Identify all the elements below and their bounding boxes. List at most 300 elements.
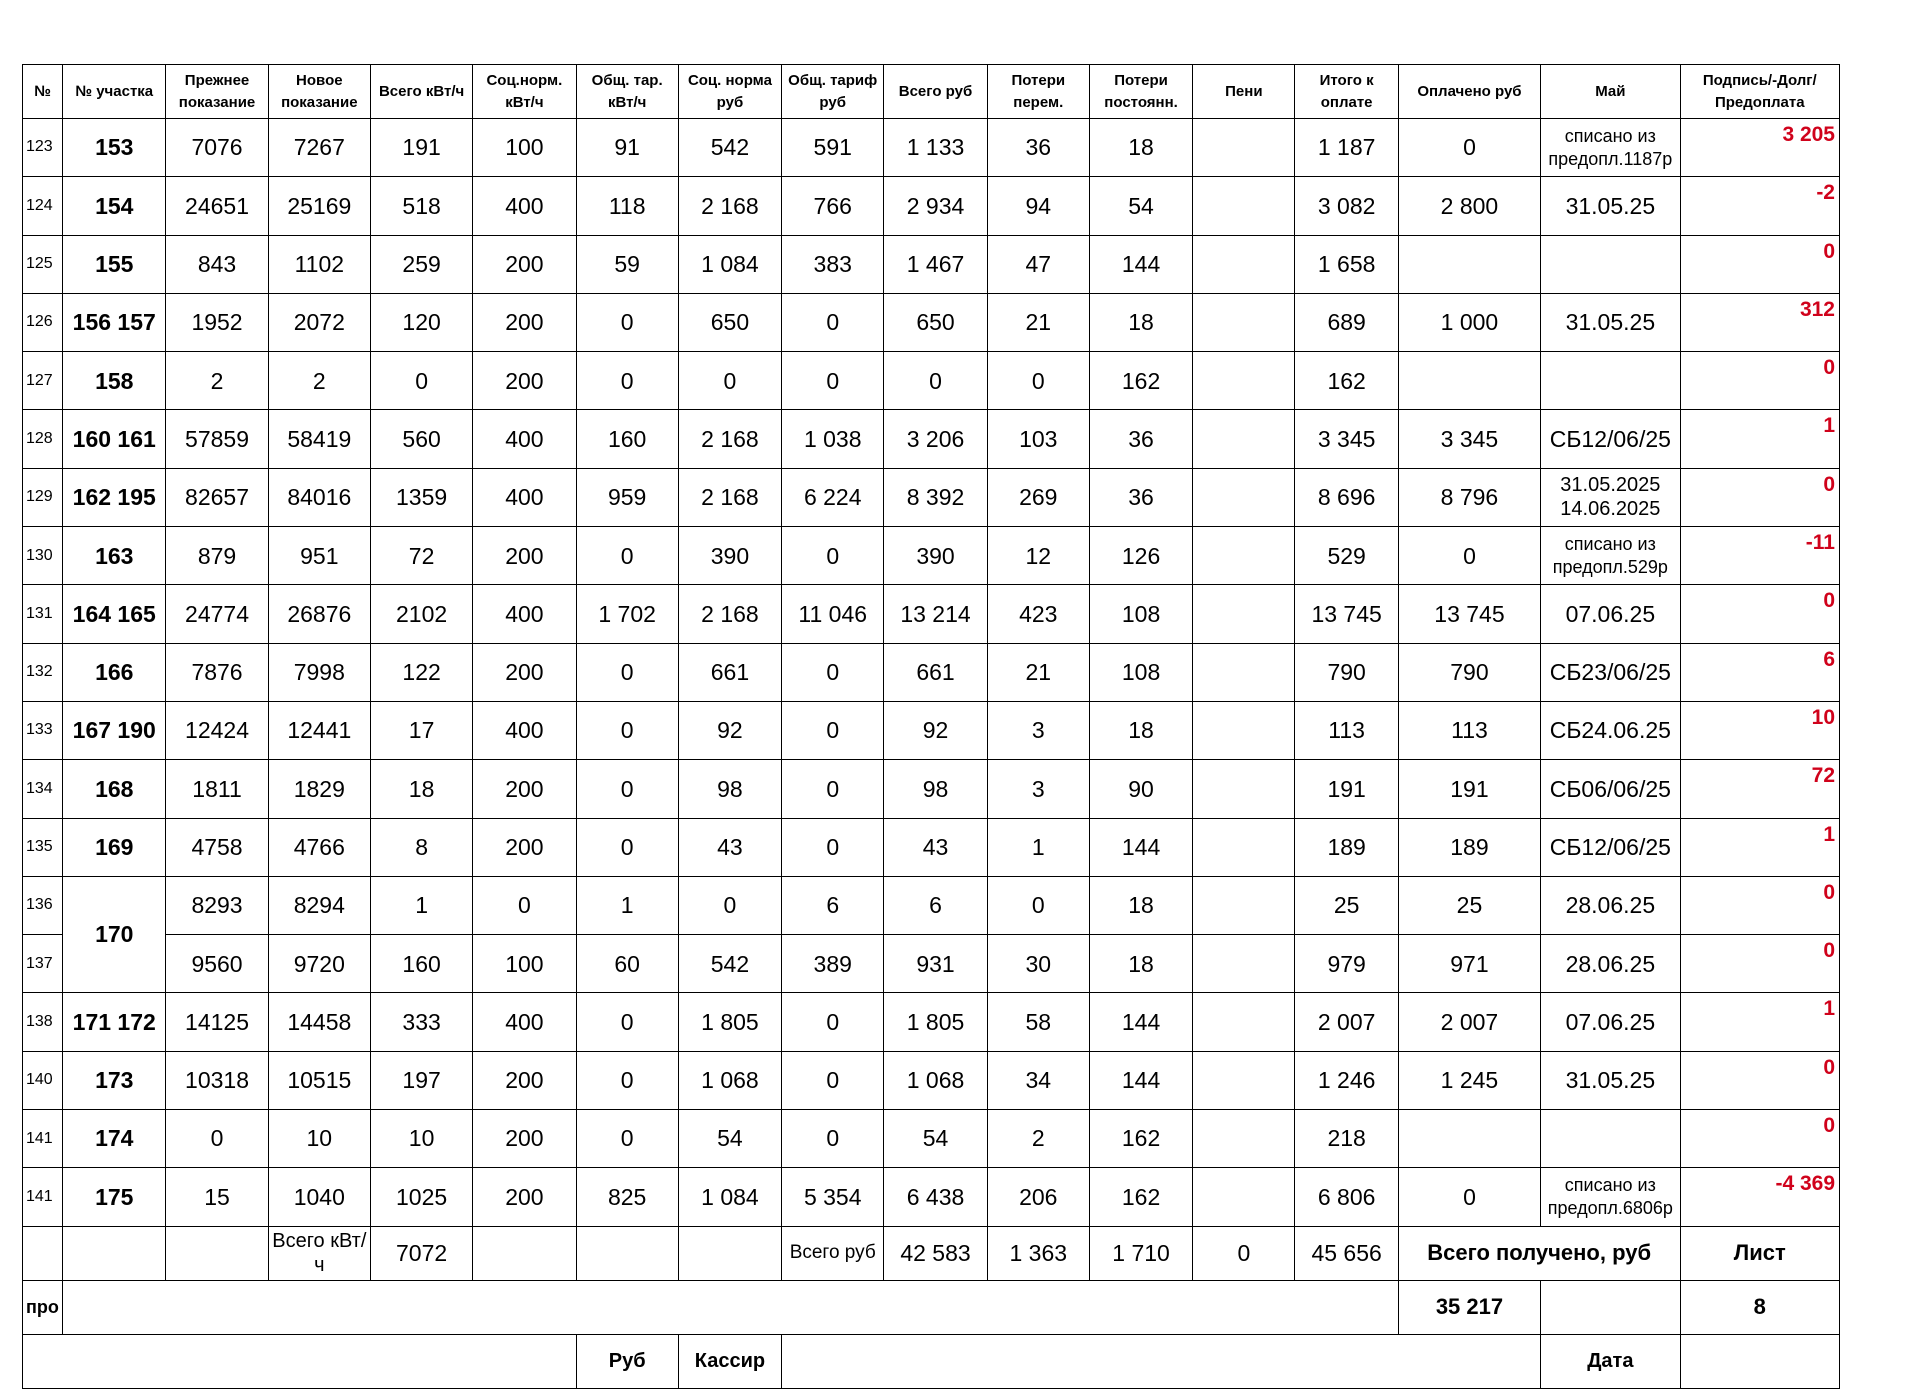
- row-number: 130: [23, 527, 63, 585]
- new-reading: 84016: [268, 468, 370, 526]
- total-rub: 1 805: [884, 993, 987, 1051]
- new-reading: 7998: [268, 643, 370, 701]
- penalty: [1193, 527, 1295, 585]
- penalty: [1193, 1110, 1295, 1168]
- amount-paid: 189: [1398, 818, 1540, 876]
- penalty: [1193, 876, 1295, 934]
- row-number: 132: [23, 643, 63, 701]
- social-norm-kwh: 200: [473, 760, 576, 818]
- row-number: 134: [23, 760, 63, 818]
- totals-cell: [23, 1226, 63, 1280]
- losses-variable: 103: [987, 410, 1089, 468]
- general-tariff-kwh: 0: [576, 701, 678, 759]
- total-kwh: 1025: [370, 1168, 472, 1226]
- social-norm-rub: 542: [678, 935, 781, 993]
- general-tariff-rub: 5 354: [782, 1168, 884, 1226]
- balance: 0: [1680, 352, 1839, 410]
- social-norm-rub: 1 084: [678, 235, 781, 293]
- amount-paid: 25: [1398, 876, 1540, 934]
- balance: 0: [1680, 1051, 1839, 1109]
- general-tariff-rub: 389: [782, 935, 884, 993]
- total-kwh: 1359: [370, 468, 472, 526]
- table-row: [23, 993, 1840, 1051]
- prev-reading: 82657: [166, 468, 268, 526]
- balance: 0: [1680, 876, 1839, 934]
- penalty: [1193, 177, 1295, 235]
- prev-reading: 0: [166, 1110, 268, 1168]
- header-cell: Общ. тар. кВт/ч: [576, 65, 678, 119]
- may-payment-note: СБ24.06.25: [1541, 701, 1680, 759]
- may-payment-note: [1541, 352, 1680, 410]
- may-payment-note: 07.06.25: [1541, 585, 1680, 643]
- prev-reading: 4758: [166, 818, 268, 876]
- losses-variable: 269: [987, 468, 1089, 526]
- payments-table: [22, 64, 1840, 1389]
- row-number: 123: [23, 119, 63, 177]
- general-tariff-rub: 0: [782, 643, 884, 701]
- plot-number: 169: [63, 818, 166, 876]
- amount-paid: 3 345: [1398, 410, 1540, 468]
- general-tariff-rub: 0: [782, 352, 884, 410]
- plot-number: 174: [63, 1110, 166, 1168]
- may-payment-note: 07.06.25: [1541, 993, 1680, 1051]
- header-cell: Всего руб: [884, 65, 987, 119]
- amount-paid: 2 007: [1398, 993, 1540, 1051]
- header-cell: Всего кВт/ч: [370, 65, 472, 119]
- header-cell: Общ. тариф руб: [782, 65, 884, 119]
- new-reading: 1829: [268, 760, 370, 818]
- prev-reading: 2: [166, 352, 268, 410]
- losses-variable: 30: [987, 935, 1089, 993]
- table-row: [23, 935, 1840, 993]
- header-cell: Потери перем.: [987, 65, 1089, 119]
- table-row: [23, 527, 1840, 585]
- social-norm-kwh: 200: [473, 1051, 576, 1109]
- totals-kwh-label: Всего кВт/ч: [268, 1226, 370, 1280]
- may-payment-note: 31.05.25: [1541, 293, 1680, 351]
- total-rub: 43: [884, 818, 987, 876]
- totals-due: 45 656: [1295, 1226, 1398, 1280]
- general-tariff-rub: 0: [782, 1110, 884, 1168]
- amount-due: 1 658: [1295, 235, 1398, 293]
- social-norm-rub: 1 084: [678, 1168, 781, 1226]
- total-kwh: 333: [370, 993, 472, 1051]
- totals-row: [23, 1226, 1840, 1280]
- general-tariff-kwh: 1: [576, 876, 678, 934]
- losses-variable: 0: [987, 352, 1089, 410]
- row-number: 137: [23, 935, 63, 993]
- penalty: [1193, 1168, 1295, 1226]
- balance: 72: [1680, 760, 1839, 818]
- social-norm-kwh: 100: [473, 119, 576, 177]
- losses-variable: 58: [987, 993, 1089, 1051]
- amount-paid: [1398, 1110, 1540, 1168]
- penalty: [1193, 468, 1295, 526]
- social-norm-kwh: 200: [473, 235, 576, 293]
- balance: 0: [1680, 235, 1839, 293]
- amount-paid: [1398, 235, 1540, 293]
- amount-due: 689: [1295, 293, 1398, 351]
- total-rub: 0: [884, 352, 987, 410]
- totals-cell: [473, 1226, 576, 1280]
- social-norm-kwh: 200: [473, 1110, 576, 1168]
- amount-paid: 2 800: [1398, 177, 1540, 235]
- plot-number: 171 172: [63, 993, 166, 1051]
- amount-paid: 0: [1398, 1168, 1540, 1226]
- losses-variable: 47: [987, 235, 1089, 293]
- amount-due: 790: [1295, 643, 1398, 701]
- social-norm-kwh: 200: [473, 352, 576, 410]
- amount-paid: [1398, 352, 1540, 410]
- new-reading: 10515: [268, 1051, 370, 1109]
- total-kwh: 1: [370, 876, 472, 934]
- totals-penalty: 0: [1193, 1226, 1295, 1280]
- may-payment-note: списано из предопл.6806р: [1541, 1168, 1680, 1226]
- amount-paid: 191: [1398, 760, 1540, 818]
- total-rub: 661: [884, 643, 987, 701]
- header-cell: №: [23, 65, 63, 119]
- amount-due: 189: [1295, 818, 1398, 876]
- penalty: [1193, 993, 1295, 1051]
- prev-reading: 57859: [166, 410, 268, 468]
- social-norm-kwh: 200: [473, 1168, 576, 1226]
- social-norm-rub: 2 168: [678, 585, 781, 643]
- prev-reading: 24774: [166, 585, 268, 643]
- losses-variable: 21: [987, 293, 1089, 351]
- total-rub: 92: [884, 701, 987, 759]
- prev-reading: 843: [166, 235, 268, 293]
- general-tariff-rub: 766: [782, 177, 884, 235]
- general-tariff-rub: 0: [782, 760, 884, 818]
- social-norm-rub: 2 168: [678, 177, 781, 235]
- amount-due: 979: [1295, 935, 1398, 993]
- social-norm-kwh: 400: [473, 701, 576, 759]
- summary-blank: [1541, 1280, 1680, 1334]
- footer-blank: [23, 1334, 577, 1388]
- general-tariff-kwh: 160: [576, 410, 678, 468]
- footer-row: [23, 1334, 1840, 1388]
- header-cell: Соц.норм. кВт/ч: [473, 65, 576, 119]
- header-cell: Итого к оплате: [1295, 65, 1398, 119]
- header-cell: Новое показание: [268, 65, 370, 119]
- balance: 1: [1680, 410, 1839, 468]
- social-norm-rub: 0: [678, 352, 781, 410]
- social-norm-kwh: 100: [473, 935, 576, 993]
- plot-number: 162 195: [63, 468, 166, 526]
- table-row: [23, 585, 1840, 643]
- prev-reading: 14125: [166, 993, 268, 1051]
- new-reading: 951: [268, 527, 370, 585]
- row-number: 136: [23, 876, 63, 934]
- table-row: [23, 818, 1840, 876]
- may-payment-note: СБ23/06/25: [1541, 643, 1680, 701]
- social-norm-rub: 661: [678, 643, 781, 701]
- total-rub: 1 467: [884, 235, 987, 293]
- amount-due: 113: [1295, 701, 1398, 759]
- penalty: [1193, 119, 1295, 177]
- may-payment-note: списано из предопл.1187р: [1541, 119, 1680, 177]
- totals-cell: [63, 1226, 166, 1280]
- footer-rub-label: Руб: [576, 1334, 678, 1388]
- prev-reading: 12424: [166, 701, 268, 759]
- general-tariff-kwh: 0: [576, 352, 678, 410]
- total-kwh: 259: [370, 235, 472, 293]
- losses-constant: 18: [1089, 119, 1192, 177]
- new-reading: 25169: [268, 177, 370, 235]
- general-tariff-rub: 383: [782, 235, 884, 293]
- total-rub: 6: [884, 876, 987, 934]
- social-norm-kwh: 200: [473, 643, 576, 701]
- row-number: 126: [23, 293, 63, 351]
- balance: 3 205: [1680, 119, 1839, 177]
- table-row: [23, 119, 1840, 177]
- total-rub: 2 934: [884, 177, 987, 235]
- plot-number: 160 161: [63, 410, 166, 468]
- plot-number: 158: [63, 352, 166, 410]
- prev-reading: 1952: [166, 293, 268, 351]
- losses-constant: 36: [1089, 468, 1192, 526]
- balance: -11: [1680, 527, 1839, 585]
- header-cell: Оплачено руб: [1398, 65, 1540, 119]
- amount-paid: 0: [1398, 527, 1540, 585]
- balance: -4 369: [1680, 1168, 1839, 1226]
- general-tariff-kwh: 0: [576, 818, 678, 876]
- total-kwh: 120: [370, 293, 472, 351]
- may-payment-note: 31.05.25: [1541, 177, 1680, 235]
- losses-variable: 0: [987, 876, 1089, 934]
- social-norm-rub: 542: [678, 119, 781, 177]
- balance: 0: [1680, 468, 1839, 526]
- general-tariff-rub: 1 038: [782, 410, 884, 468]
- social-norm-rub: 98: [678, 760, 781, 818]
- losses-constant: 108: [1089, 643, 1192, 701]
- amount-due: 25: [1295, 876, 1398, 934]
- penalty: [1193, 701, 1295, 759]
- table-row: [23, 643, 1840, 701]
- general-tariff-rub: 0: [782, 993, 884, 1051]
- amount-due: 218: [1295, 1110, 1398, 1168]
- total-kwh: 122: [370, 643, 472, 701]
- social-norm-rub: 2 168: [678, 468, 781, 526]
- amount-paid: 1 000: [1398, 293, 1540, 351]
- table-row: [23, 235, 1840, 293]
- penalty: [1193, 1051, 1295, 1109]
- general-tariff-kwh: 0: [576, 293, 678, 351]
- total-kwh: 2102: [370, 585, 472, 643]
- table-row: [23, 1168, 1840, 1226]
- row-number: 128: [23, 410, 63, 468]
- table-row: [23, 1051, 1840, 1109]
- prev-reading: 879: [166, 527, 268, 585]
- table-row: [23, 352, 1840, 410]
- losses-constant: 18: [1089, 935, 1192, 993]
- new-reading: 10: [268, 1110, 370, 1168]
- header-cell: Май: [1541, 65, 1680, 119]
- balance: 0: [1680, 935, 1839, 993]
- losses-variable: 2: [987, 1110, 1089, 1168]
- row-number: 133: [23, 701, 63, 759]
- penalty: [1193, 235, 1295, 293]
- totals-cell: [678, 1226, 781, 1280]
- losses-constant: 162: [1089, 352, 1192, 410]
- losses-variable: 94: [987, 177, 1089, 235]
- row-number: 131: [23, 585, 63, 643]
- social-norm-kwh: 400: [473, 177, 576, 235]
- amount-paid: 13 745: [1398, 585, 1540, 643]
- amount-due: 3 345: [1295, 410, 1398, 468]
- total-rub: 6 438: [884, 1168, 987, 1226]
- prev-reading: 24651: [166, 177, 268, 235]
- total-rub: 390: [884, 527, 987, 585]
- amount-due: 1 246: [1295, 1051, 1398, 1109]
- balance: 0: [1680, 1110, 1839, 1168]
- general-tariff-kwh: 0: [576, 1110, 678, 1168]
- losses-variable: 423: [987, 585, 1089, 643]
- row-number: 138: [23, 993, 63, 1051]
- table-row: [23, 760, 1840, 818]
- may-payment-note: 31.05.2025 14.06.2025: [1541, 468, 1680, 526]
- total-rub: 3 206: [884, 410, 987, 468]
- table-row: [23, 701, 1840, 759]
- amount-paid: 8 796: [1398, 468, 1540, 526]
- social-norm-rub: 1 805: [678, 993, 781, 1051]
- new-reading: 4766: [268, 818, 370, 876]
- social-norm-kwh: 400: [473, 585, 576, 643]
- total-rub: 1 068: [884, 1051, 987, 1109]
- plot-number: 166: [63, 643, 166, 701]
- may-payment-note: 28.06.25: [1541, 876, 1680, 934]
- plot-number: 155: [63, 235, 166, 293]
- plot-number: 164 165: [63, 585, 166, 643]
- losses-constant: 108: [1089, 585, 1192, 643]
- losses-constant: 54: [1089, 177, 1192, 235]
- plot-number: 156 157: [63, 293, 166, 351]
- footer-cashier-label: Кассир: [678, 1334, 781, 1388]
- balance: 1: [1680, 993, 1839, 1051]
- header-cell: Соц. норма руб: [678, 65, 781, 119]
- total-kwh: 518: [370, 177, 472, 235]
- amount-paid: 0: [1398, 119, 1540, 177]
- balance: 10: [1680, 701, 1839, 759]
- new-reading: 1040: [268, 1168, 370, 1226]
- losses-constant: 36: [1089, 410, 1192, 468]
- row-number: 135: [23, 818, 63, 876]
- general-tariff-kwh: 1 702: [576, 585, 678, 643]
- total-rub: 54: [884, 1110, 987, 1168]
- total-kwh: 72: [370, 527, 472, 585]
- amount-due: 1 187: [1295, 119, 1398, 177]
- social-norm-rub: 2 168: [678, 410, 781, 468]
- general-tariff-kwh: 0: [576, 527, 678, 585]
- total-kwh: 8: [370, 818, 472, 876]
- general-tariff-kwh: 959: [576, 468, 678, 526]
- totals-kwh: 7072: [370, 1226, 472, 1280]
- totals-sheet-label: Лист: [1680, 1226, 1839, 1280]
- new-reading: 2: [268, 352, 370, 410]
- losses-constant: 144: [1089, 235, 1192, 293]
- header-row: [23, 65, 1840, 119]
- general-tariff-rub: 0: [782, 818, 884, 876]
- may-payment-note: 28.06.25: [1541, 935, 1680, 993]
- balance: 1: [1680, 818, 1839, 876]
- general-tariff-kwh: 0: [576, 643, 678, 701]
- amount-due: 2 007: [1295, 993, 1398, 1051]
- amount-due: 6 806: [1295, 1168, 1398, 1226]
- amount-due: 191: [1295, 760, 1398, 818]
- losses-constant: 144: [1089, 818, 1192, 876]
- prev-reading: 7076: [166, 119, 268, 177]
- table-row: [23, 410, 1840, 468]
- total-kwh: 18: [370, 760, 472, 818]
- may-payment-note: [1541, 1110, 1680, 1168]
- totals-loss-var: 1 363: [987, 1226, 1089, 1280]
- plot-number: 170: [63, 876, 166, 993]
- penalty: [1193, 760, 1295, 818]
- row-number: 127: [23, 352, 63, 410]
- amount-due: 162: [1295, 352, 1398, 410]
- totals-cell: [576, 1226, 678, 1280]
- total-rub: 1 133: [884, 119, 987, 177]
- prev-reading: 10318: [166, 1051, 268, 1109]
- losses-variable: 34: [987, 1051, 1089, 1109]
- social-norm-rub: 92: [678, 701, 781, 759]
- totals-cell: [166, 1226, 268, 1280]
- table-row: [23, 177, 1840, 235]
- social-norm-kwh: 400: [473, 468, 576, 526]
- header-cell: Подпись/-Долг/Предоплата: [1680, 65, 1839, 119]
- penalty: [1193, 643, 1295, 701]
- losses-variable: 36: [987, 119, 1089, 177]
- total-rub: 13 214: [884, 585, 987, 643]
- plot-number: 154: [63, 177, 166, 235]
- losses-constant: 144: [1089, 1051, 1192, 1109]
- amount-paid: 113: [1398, 701, 1540, 759]
- amount-due: 3 082: [1295, 177, 1398, 235]
- losses-constant: 162: [1089, 1168, 1192, 1226]
- header-cell: Пени: [1193, 65, 1295, 119]
- social-norm-rub: 1 068: [678, 1051, 781, 1109]
- balance: -2: [1680, 177, 1839, 235]
- totals-rub-label: Всего руб: [782, 1226, 884, 1280]
- losses-constant: 18: [1089, 701, 1192, 759]
- general-tariff-rub: 6 224: [782, 468, 884, 526]
- plot-number: 167 190: [63, 701, 166, 759]
- new-reading: 14458: [268, 993, 370, 1051]
- row-number: 141: [23, 1168, 63, 1226]
- table-row: [23, 293, 1840, 351]
- losses-constant: 162: [1089, 1110, 1192, 1168]
- may-payment-note: 31.05.25: [1541, 1051, 1680, 1109]
- social-norm-rub: 43: [678, 818, 781, 876]
- general-tariff-kwh: 118: [576, 177, 678, 235]
- footer-date-value: [1680, 1334, 1839, 1388]
- new-reading: 2072: [268, 293, 370, 351]
- balance: 0: [1680, 585, 1839, 643]
- general-tariff-rub: 11 046: [782, 585, 884, 643]
- losses-variable: 206: [987, 1168, 1089, 1226]
- general-tariff-rub: 0: [782, 1051, 884, 1109]
- summary-lead: про: [23, 1280, 63, 1334]
- social-norm-kwh: 200: [473, 527, 576, 585]
- summary-blank: [63, 1280, 1399, 1334]
- totals-received-label: Всего получено, руб: [1398, 1226, 1680, 1280]
- losses-constant: 126: [1089, 527, 1192, 585]
- social-norm-kwh: 400: [473, 993, 576, 1051]
- header-cell: Потери постоянн.: [1089, 65, 1192, 119]
- losses-constant: 90: [1089, 760, 1192, 818]
- losses-variable: 1: [987, 818, 1089, 876]
- table-row: [23, 468, 1840, 526]
